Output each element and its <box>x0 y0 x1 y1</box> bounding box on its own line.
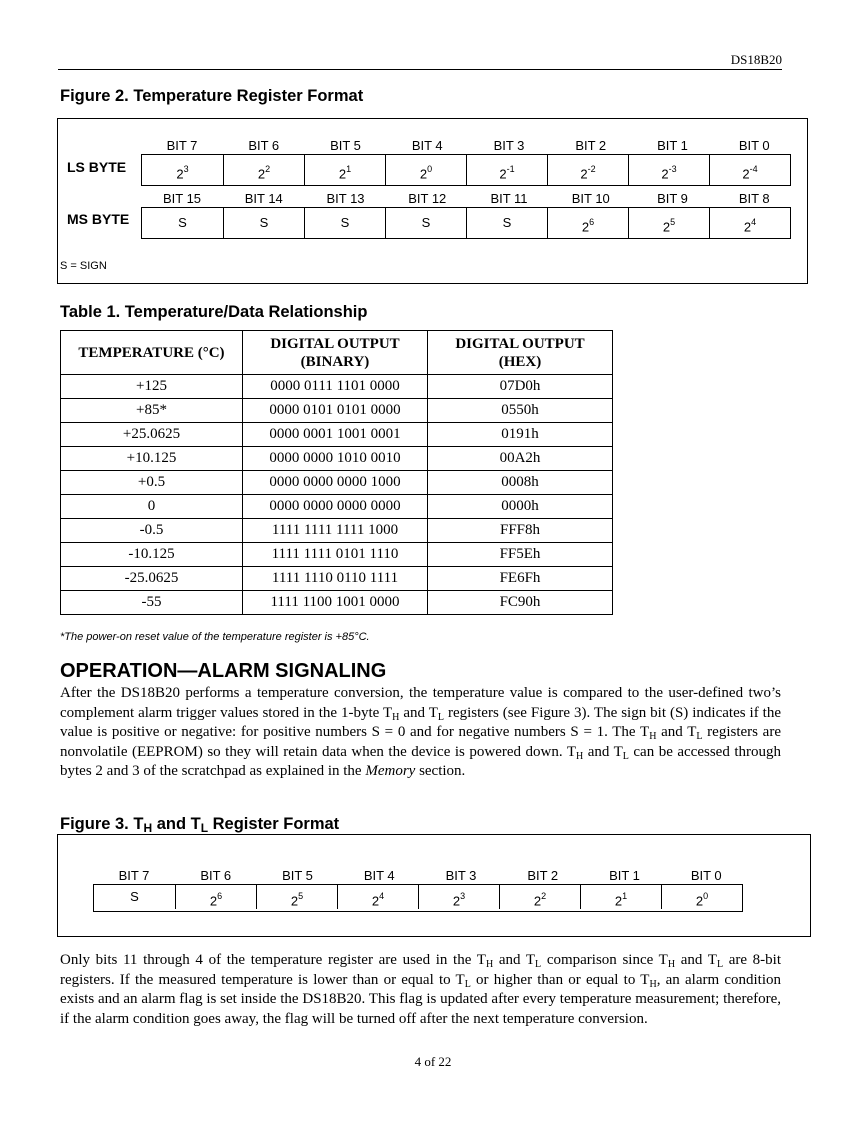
cell-exponent: 6 <box>217 891 223 901</box>
table-cell: 0191h <box>428 423 613 447</box>
bit-label: BIT 0 <box>690 868 722 883</box>
bit-label: BIT 3 <box>445 868 477 883</box>
register-cell <box>418 885 499 909</box>
bit-label: BIT 10 <box>571 191 610 206</box>
section-heading: OPERATION—ALARM SIGNALING <box>60 660 387 682</box>
bit-label: BIT 6 <box>200 868 232 883</box>
temperature-data-table <box>60 330 613 615</box>
bit-label: BIT 1 <box>657 138 688 153</box>
th-tl-register <box>93 884 743 912</box>
cell-base: 2 <box>290 893 299 909</box>
header-doc-id: DS18B20 <box>730 52 782 67</box>
register-cell <box>223 155 304 185</box>
sign-note: S = SIGN <box>60 260 107 272</box>
bit-label: BIT 13 <box>326 191 365 206</box>
cell-base: 2 <box>338 166 347 182</box>
register-cell <box>580 885 661 909</box>
bit-label: BIT 7 <box>166 138 198 153</box>
table-row <box>61 375 613 399</box>
register-cell <box>304 155 385 185</box>
cell-exponent: 4 <box>379 891 385 901</box>
cell-exponent: -1 <box>506 164 515 174</box>
table-cell: 1111 1100 1001 0000 <box>243 591 428 615</box>
table-row <box>61 519 613 543</box>
cell-base: 2 <box>742 166 750 182</box>
table-cell: 0 <box>61 495 243 519</box>
bit-label: BIT 8 <box>738 191 770 206</box>
header-rule <box>58 69 782 70</box>
bit-label: BIT 6 <box>248 138 280 153</box>
table-cell: -10.125 <box>61 543 243 567</box>
table-cell: 1111 1111 0101 1110 <box>243 543 428 567</box>
cell-base: S <box>259 215 269 230</box>
bit-label: BIT 2 <box>575 138 607 153</box>
figure3-title: Figure 3. $T_H$ and $T_L$ Register Format <box>60 815 340 835</box>
bit-label: BIT 5 <box>330 138 361 153</box>
ls-byte-label: LS BYTE <box>67 159 127 175</box>
cell-base: 2 <box>581 219 590 235</box>
ms-byte-label: MS BYTE <box>67 211 130 227</box>
page-number: 4 of 22 <box>414 1054 452 1069</box>
cell-base: 2 <box>499 166 507 182</box>
table-cell: 1111 1110 0110 1111 <box>243 567 428 591</box>
table-cell: FE6Fh <box>428 567 613 591</box>
cell-exponent: 6 <box>589 217 595 227</box>
register-cell <box>547 155 628 185</box>
register-cell <box>547 208 628 238</box>
bit-label: BIT 5 <box>282 868 313 883</box>
table-cell: -25.0625 <box>61 567 243 591</box>
cell-exponent: 3 <box>460 891 466 901</box>
register-cell <box>94 885 175 909</box>
cell-base: S <box>502 215 512 230</box>
table-body <box>61 375 613 615</box>
bit-label: BIT 14 <box>244 191 283 206</box>
register-cell <box>628 208 709 238</box>
register-cell <box>499 885 580 909</box>
table-cell: 07D0h <box>428 375 613 399</box>
cell-base: 2 <box>661 166 669 182</box>
figure2-title: Figure 2. Temperature Register Format <box>60 87 364 105</box>
register-cell <box>628 155 709 185</box>
table-cell: +25.0625 <box>61 423 243 447</box>
table-cell: 0000 0000 0000 1000 <box>243 471 428 495</box>
cell-base: 2 <box>452 893 461 909</box>
table-cell: 00A2h <box>428 447 613 471</box>
table-header-row <box>61 331 613 375</box>
cell-base: 2 <box>695 893 704 909</box>
cell-base: S <box>340 215 350 230</box>
bit-label: BIT 15 <box>162 191 202 206</box>
cell-base: 2 <box>209 893 218 909</box>
operation-paragraph-1: After the DS18B20 performs a temperature conversion, the temperature value is compared to the user-defined two’s complement alarm trigger values stored in the 1-byte $T_H$ and $T_L$ registers (see Figure 3). The sign bit (S) indicates if the value is positive or negative: for positive numbers S = 0 and for negative numbers S = 1. The $T_H$ and $T_L$ registers are nonvolatile (EEPROM) so they will retain data when the device is powered down. $T_H$ and $T_L$ can be accessed through bytes 2 and 3 of the scratchpad as explained in the Memory section. <box>60 685 781 780</box>
col-binary: DIGITAL OUTPUT (BINARY) <box>243 331 428 375</box>
register-cell <box>466 208 547 238</box>
bit-label: BIT 9 <box>657 191 688 206</box>
cell-exponent: -4 <box>749 164 758 174</box>
bit-label: BIT 4 <box>363 868 395 883</box>
bit-label: BIT 0 <box>738 138 770 153</box>
register-cell <box>337 885 418 909</box>
cell-base: 2 <box>176 166 184 182</box>
cell-exponent: 2 <box>265 164 271 174</box>
table-row <box>61 567 613 591</box>
register-cell <box>142 155 223 185</box>
memory-reference: Memory <box>365 763 416 780</box>
table-cell: +125 <box>61 375 243 399</box>
table-cell: +85* <box>61 399 243 423</box>
cell-exponent: 5 <box>298 891 304 901</box>
register-cell <box>256 885 337 909</box>
table-row <box>61 399 613 423</box>
table-row <box>61 543 613 567</box>
table-row <box>61 591 613 615</box>
cell-exponent: 1 <box>622 891 628 901</box>
table-row <box>61 495 613 519</box>
table-cell: 0000 0111 1101 0000 <box>243 375 428 399</box>
bit-label: BIT 11 <box>490 191 528 206</box>
register-cell <box>466 155 547 185</box>
cell-base: 2 <box>580 166 588 182</box>
table-row <box>61 471 613 495</box>
bit-label: BIT 2 <box>527 868 559 883</box>
cell-base: 2 <box>533 893 542 909</box>
table-cell: 0550h <box>428 399 613 423</box>
cell-base: 2 <box>257 166 266 182</box>
cell-exponent: 3 <box>183 164 189 174</box>
table1-footnote: *The power-on reset value of the temperature register is +85°C. <box>60 631 370 643</box>
cell-base: S <box>421 215 431 230</box>
ls-byte-register <box>141 154 791 186</box>
cell-exponent: -3 <box>668 164 677 174</box>
bit-label: BIT 1 <box>609 868 640 883</box>
cell-base: 2 <box>614 893 623 909</box>
register-cell <box>385 155 466 185</box>
cell-base: 2 <box>419 166 428 182</box>
table-row <box>61 447 613 471</box>
register-cell <box>142 208 223 238</box>
table-cell: +0.5 <box>61 471 243 495</box>
table-cell: FC90h <box>428 591 613 615</box>
cell-exponent: 0 <box>427 164 433 174</box>
cell-exponent: 1 <box>346 164 352 174</box>
bit-label: BIT 7 <box>118 868 150 883</box>
cell-base: 2 <box>371 893 380 909</box>
table-cell: +10.125 <box>61 447 243 471</box>
table-cell: 0000 0001 1001 0001 <box>243 423 428 447</box>
register-cell <box>385 208 466 238</box>
operation-paragraph-2: Only bits 11 through 4 of the temperature register are used in the $T_H$ and $T_L$ comparison since $T_H$ and $T_L$ are 8-bit registers. If the measured temperature is lower than or equal to $T_L$ or higher than or equal to $T_H$, an alarm condition exists and an alarm flag is set inside the DS18B20. This flag is updated after every temperature measurement; therefore, if the alarm condition goes away, the flag will be turned off after the next temperature conversion. <box>60 952 782 1027</box>
table-cell: 0000 0101 0101 0000 <box>243 399 428 423</box>
table-cell: FFF8h <box>428 519 613 543</box>
register-cell <box>709 208 790 238</box>
col-temperature: TEMPERATURE (°C) <box>61 331 243 375</box>
cell-exponent: 4 <box>751 217 757 227</box>
table-cell: 0000 0000 1010 0010 <box>243 447 428 471</box>
cell-exponent: -2 <box>587 164 596 174</box>
cell-exponent: 2 <box>541 891 547 901</box>
table-cell: FF5Eh <box>428 543 613 567</box>
table-cell: -0.5 <box>61 519 243 543</box>
cell-base: 2 <box>743 219 752 235</box>
col-hex: DIGITAL OUTPUT (HEX) <box>428 331 613 375</box>
table-row <box>61 423 613 447</box>
register-cell <box>223 208 304 238</box>
cell-base: S <box>130 889 139 904</box>
cell-exponent: 0 <box>703 891 709 901</box>
register-cell <box>709 155 790 185</box>
table-cell: 0000 0000 0000 0000 <box>243 495 428 519</box>
table-cell: 0008h <box>428 471 613 495</box>
bit-label: BIT 3 <box>493 138 525 153</box>
register-cell <box>304 208 385 238</box>
ms-byte-register <box>141 207 791 239</box>
table-cell: 1111 1111 1111 1000 <box>243 519 428 543</box>
table-cell: 0000h <box>428 495 613 519</box>
table-cell: -55 <box>61 591 243 615</box>
bit-label: BIT 12 <box>408 191 447 206</box>
table1-title: Table 1. Temperature/Data Relationship <box>60 303 368 321</box>
cell-base: S <box>178 215 187 230</box>
bit-label: BIT 4 <box>411 138 443 153</box>
register-cell <box>175 885 256 909</box>
register-cell <box>661 885 742 909</box>
cell-base: 2 <box>662 219 671 235</box>
cell-exponent: 5 <box>670 217 676 227</box>
